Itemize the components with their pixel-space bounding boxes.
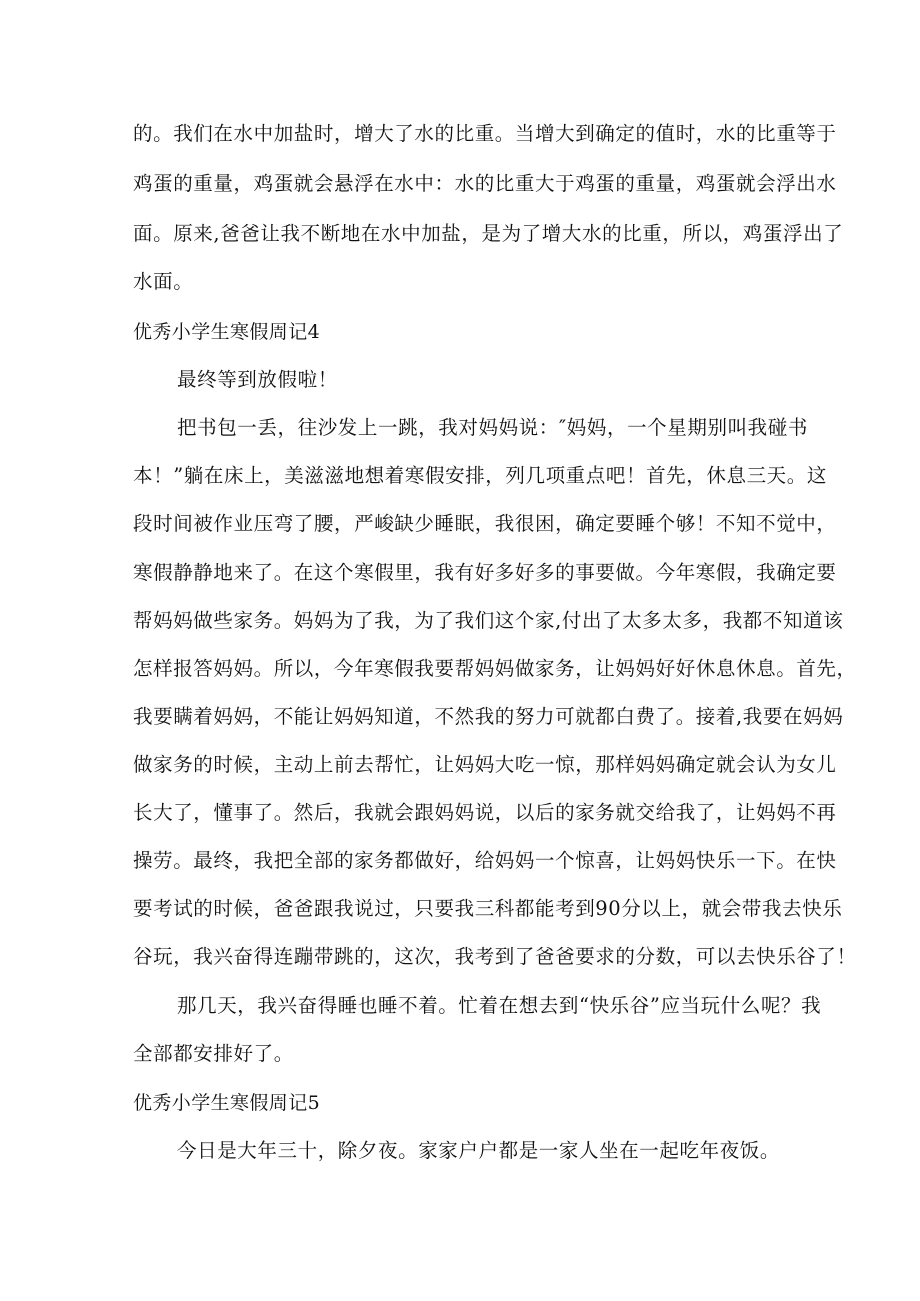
paragraph-line: 把书包一丢，往沙发上一跳，我对妈妈说：″妈妈，一个星期别叫我碰书 [177,416,808,439]
paragraph-line: 操劳。最终，我把全部的家务都做好，给妈妈一个惊喜，让妈妈快乐一下。在快 [133,849,837,872]
paragraph-line: 今日是大年三十，除夕夜。家家户户都是一家人坐在一起吃年夜饭。 [177,1139,781,1162]
paragraph-line: 本！”躺在床上，美滋滋地想着寒假安排，列几项重点吧！首先，休息三天。这 [133,464,827,487]
paragraph-line: 我要瞒着妈妈，不能让妈妈知道，不然我的努力可就都白费了。接着,我要在妈妈 [133,705,844,728]
paragraph-line: 寒假静静地来了。在这个寒假里，我有好多好多的事要做。今年寒假，我确定要 [133,561,837,584]
paragraph-line: 怎样报答妈妈。所以，今年寒假我要帮妈妈做家务，让妈妈好好休息休息。首先， [133,657,857,680]
paragraph-line: 要考试的时候，爸爸跟我说过，只要我三科都能考到90分以上，就会带我去快乐 [133,897,843,920]
paragraph-line: 全部都安排好了。 [133,1042,294,1065]
paragraph-line: 最终等到放假啦！ [177,368,338,391]
paragraph-line: 鸡蛋的重量，鸡蛋就会悬浮在水中：水的比重大于鸡蛋的重量，鸡蛋就会浮出水 [133,172,837,195]
paragraph-line: 水面。 [133,270,194,293]
paragraph-line: 做家务的时候，主动上前去帮忙，让妈妈大吃一惊，那样妈妈确定就会认为女儿 [133,753,837,776]
paragraph-line: 那几天，我兴奋得睡也睡不着。忙着在想去到“快乐谷”应当玩什么呢？我 [177,994,822,1017]
paragraph-line: 的。我们在水中加盐时，增大了水的比重。当增大到确定的值时，水的比重等于 [133,122,837,145]
paragraph-line: 谷玩，我兴奋得连蹦带跳的，这次，我考到了爸爸要求的分数，可以去快乐谷了！ [133,945,857,968]
paragraph-line: 面。原来,爸爸让我不断地在水中加盐，是为了增大水的比重，所以，鸡蛋浮出了 [133,222,844,245]
section-heading-4: 优秀小学生寒假周记4 [133,321,321,343]
section-heading-5: 优秀小学生寒假周记5 [133,1092,321,1114]
paragraph-line: 段时间被作业压弯了腰，严峻缺少睡眠，我很困，确定要睡个够！不知不觉中， [133,512,837,535]
paragraph-line: 帮妈妈做些家务。妈妈为了我，为了我们这个家,付出了太多太多，我都不知道该 [133,609,844,632]
paragraph-line: 长大了，懂事了。然后，我就会跟妈妈说，以后的家务就交给我了，让妈妈不再 [133,801,837,824]
